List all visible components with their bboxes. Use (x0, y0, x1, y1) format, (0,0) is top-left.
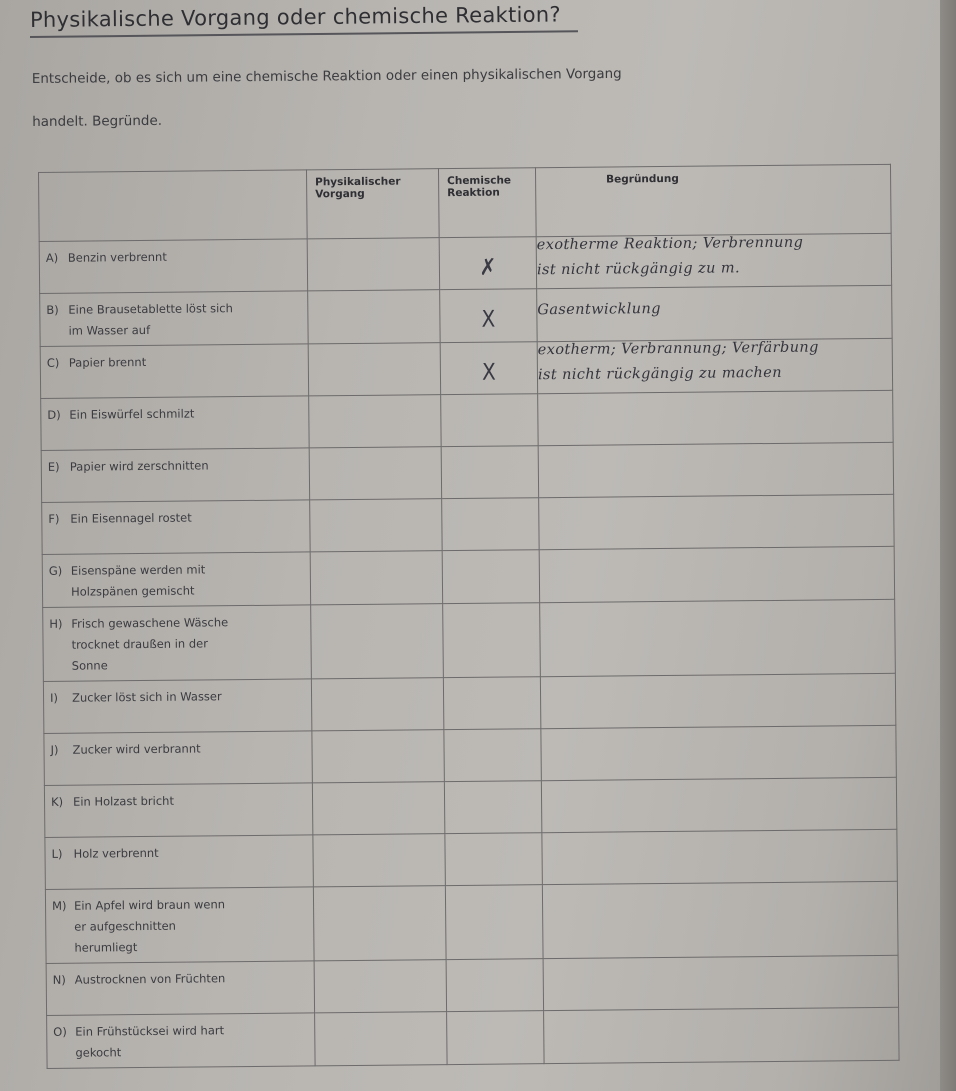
item-cell (44, 731, 312, 786)
reason-cell[interactable] (539, 494, 894, 549)
item-cell (43, 605, 312, 682)
physical-checkbox-cell[interactable] (308, 290, 441, 344)
reason-cell[interactable] (543, 955, 898, 1010)
item-cell (39, 239, 307, 294)
item-text: Frisch gewaschene Wäsche (71, 615, 229, 631)
reason-cell[interactable] (539, 546, 894, 602)
physical-checkbox-cell[interactable] (311, 604, 444, 679)
item-cell (40, 291, 308, 347)
page-edge-shadow (940, 0, 956, 1091)
item-letter: F) (48, 511, 60, 526)
chemical-checkbox-cell[interactable] (447, 1011, 545, 1065)
item-letter: I) (49, 690, 59, 705)
item-cell (45, 835, 313, 890)
physical-checkbox-cell[interactable] (312, 730, 444, 783)
item-letter: D) (47, 407, 61, 422)
reason-cell[interactable] (538, 390, 893, 445)
cross-mark-icon: ✗ (479, 252, 497, 281)
item-text: Zucker wird verbrannt (72, 741, 201, 757)
item-text: gekocht (75, 1045, 122, 1060)
item-cell (46, 961, 314, 1016)
reason-cell[interactable] (541, 725, 896, 780)
chemical-checkbox-cell[interactable] (445, 885, 543, 960)
item-letter: O) (53, 1024, 67, 1039)
cross-mark-icon: X (481, 357, 496, 386)
chemical-checkbox-cell[interactable] (441, 446, 538, 499)
item-text: im Wasser auf (68, 322, 151, 338)
item-cell (47, 1013, 315, 1069)
reason-cell[interactable] (537, 338, 892, 393)
item-text: herumliegt (74, 940, 138, 955)
header-chemical (438, 168, 536, 238)
table-row (47, 1007, 899, 1068)
item-letter: E) (47, 459, 60, 474)
item-letter: M) (51, 898, 67, 913)
chemical-checkbox-cell[interactable] (444, 729, 541, 782)
table-row (45, 881, 898, 963)
item-letter: C) (46, 355, 60, 370)
item-cell (42, 500, 310, 555)
reason-cell[interactable] (537, 285, 892, 341)
chemical-checkbox-cell[interactable] (445, 833, 542, 886)
table-row (44, 777, 896, 837)
item-text: Ein Eiswürfel schmilzt (69, 406, 195, 422)
item-text: Papier brennt (68, 354, 147, 370)
item-text: Papier wird zerschnitten (69, 458, 209, 474)
handwritten-reason: exotherm; Verbrannung; Verfärbung (537, 339, 819, 359)
item-text: Ein Eisennagel rostet (70, 510, 192, 526)
item-letter: H) (49, 616, 63, 631)
handwritten-reason: Gasentwicklung (537, 301, 661, 319)
physical-checkbox-cell[interactable] (308, 343, 440, 396)
item-cell (40, 344, 308, 399)
item-cell (41, 448, 309, 503)
table-row (43, 673, 895, 733)
chemical-checkbox-cell[interactable] (444, 781, 541, 834)
handwritten-reason: exotherme Reaktion; Verbrennung (536, 234, 804, 254)
physical-checkbox-cell[interactable] (309, 395, 441, 448)
item-letter: G) (48, 563, 63, 578)
reason-cell[interactable] (540, 673, 895, 728)
table-row (39, 233, 891, 293)
table-row (42, 494, 894, 554)
item-letter: N) (52, 972, 66, 987)
physical-checkbox-cell[interactable] (311, 678, 443, 731)
instructions-line-1: Entscheide, ob es sich um eine chemische Reaktion oder einen physikalischen Vorgang (31, 65, 622, 88)
table-row (40, 338, 892, 398)
table-row (46, 955, 898, 1015)
header-physical-line2: Vorgang (315, 187, 365, 201)
physical-checkbox-cell[interactable] (315, 1012, 448, 1066)
chemical-checkbox-cell[interactable] (440, 289, 538, 343)
table-row (44, 725, 896, 785)
item-letter: K) (50, 794, 64, 809)
item-text: Zucker löst sich in Wasser (71, 689, 222, 705)
header-chemical-line1: Chemische (447, 174, 512, 188)
table-row (40, 285, 892, 346)
header-item (39, 170, 308, 242)
reason-cell[interactable] (542, 829, 897, 884)
physical-checkbox-cell[interactable] (313, 886, 446, 961)
instructions (32, 51, 793, 144)
chemical-checkbox-cell[interactable] (442, 498, 539, 551)
physical-checkbox-cell[interactable] (310, 499, 442, 552)
handwritten-reason: ist nicht rückgängig zu m. (536, 260, 741, 279)
table-row (43, 599, 896, 681)
item-letter: B) (46, 302, 59, 317)
item-text: Benzin verbrennt (67, 249, 167, 265)
header-physical (306, 169, 439, 239)
item-cell (41, 396, 309, 451)
item-text: Holz verbrennt (73, 845, 159, 861)
reason-cell[interactable] (538, 442, 893, 497)
item-letter: A) (45, 250, 59, 265)
chemical-checkbox-cell[interactable] (440, 342, 537, 395)
chemical-checkbox-cell[interactable] (443, 603, 541, 678)
item-cell (42, 552, 310, 608)
chemical-checkbox-cell[interactable] (441, 394, 538, 447)
instructions-line-2: handelt. Begründe. (32, 112, 163, 130)
chemical-checkbox-cell[interactable] (446, 959, 543, 1012)
title-underline (30, 30, 578, 38)
physical-checkbox-cell[interactable] (307, 238, 439, 291)
reason-cell[interactable] (544, 1007, 899, 1063)
reason-cell[interactable] (540, 599, 896, 676)
item-text: Ein Holzast bricht (72, 793, 174, 809)
reason-cell[interactable] (536, 233, 891, 288)
chemical-checkbox-cell[interactable] (443, 677, 540, 730)
physical-checkbox-cell[interactable] (313, 834, 445, 887)
header-reason-text: Begründung (606, 172, 679, 186)
cross-mark-icon: X (481, 304, 496, 333)
item-letter: J) (50, 742, 59, 757)
worksheet-title: Physikalische Vorgang oder chemische Reaktion? (29, 2, 562, 32)
item-text: Sonne (71, 658, 108, 673)
classification-table (38, 164, 900, 1069)
table-row (41, 390, 893, 450)
item-text: Ein Frühstücksei wird hart (75, 1023, 225, 1039)
table-row (41, 442, 893, 502)
chemical-checkbox-cell[interactable] (439, 237, 536, 290)
table-header-row (39, 164, 892, 241)
handwritten-reason: ist nicht rückgängig zu machen (537, 364, 783, 384)
physical-checkbox-cell[interactable] (312, 782, 444, 835)
item-text: Holzspänen gemischt (70, 583, 195, 599)
item-letter: L) (51, 846, 63, 861)
header-chemical-line2: Reaktion (447, 186, 500, 200)
header-reason (535, 164, 891, 236)
item-text: Ein Apfel wird braun wenn (73, 897, 226, 913)
reason-cell[interactable] (542, 881, 898, 958)
header-physical-line1: Physikalischer (315, 175, 401, 189)
table-row (45, 829, 897, 889)
item-cell (43, 679, 311, 734)
reason-cell[interactable] (541, 777, 896, 832)
physical-checkbox-cell[interactable] (309, 447, 441, 500)
item-cell (44, 783, 312, 838)
item-text: Eisenspäne werden mit (70, 562, 206, 578)
physical-checkbox-cell[interactable] (310, 551, 443, 605)
physical-checkbox-cell[interactable] (314, 960, 446, 1013)
item-text: trocknet draußen in der (71, 636, 209, 652)
item-text: er aufgeschnitten (74, 918, 176, 934)
chemical-checkbox-cell[interactable] (442, 550, 540, 604)
item-text: Austrocknen von Früchten (74, 971, 226, 987)
table-row (42, 546, 894, 607)
item-cell (45, 887, 314, 964)
item-text: Eine Brausetablette löst sich (68, 301, 233, 317)
